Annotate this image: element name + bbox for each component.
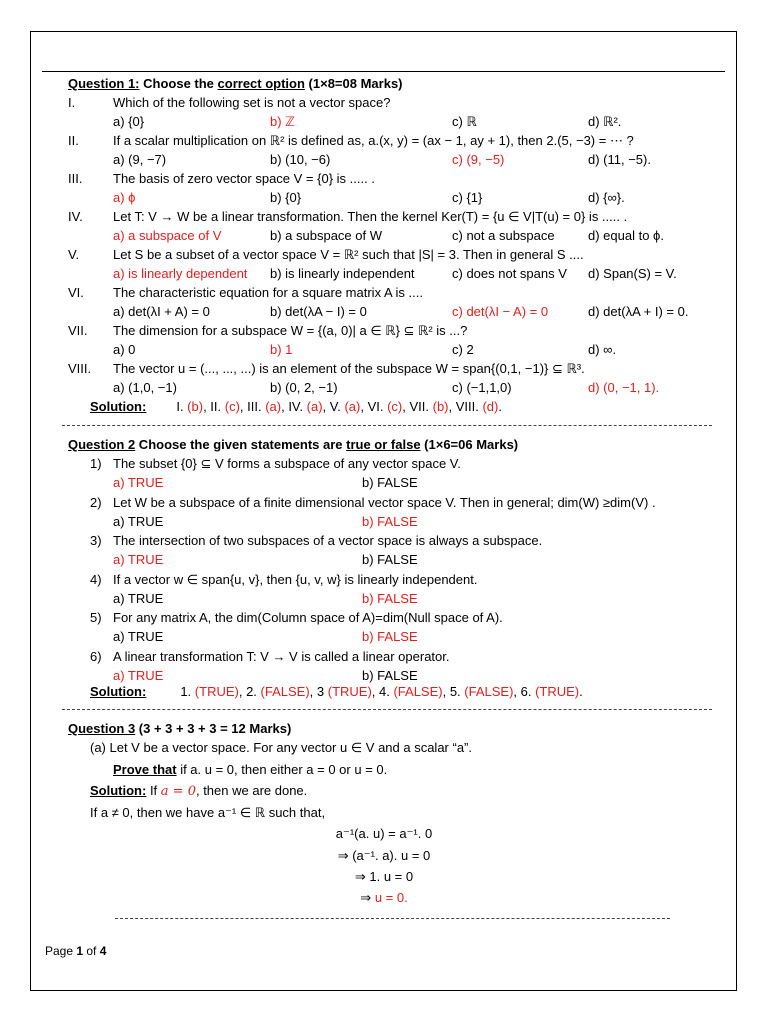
- page-footer: Page 1 of 4: [45, 944, 107, 958]
- q2-item-number: 5): [90, 610, 102, 625]
- q1-solution-part: (a): [344, 399, 361, 414]
- q3-label: Question 3: [68, 721, 136, 736]
- equation-4: ⇒ u = 0.: [360, 890, 408, 905]
- q1-option: a) 0: [113, 342, 136, 357]
- q1-option: c) det(λI − A) = 0: [452, 304, 549, 319]
- q1-solution-part: , VIII.: [448, 399, 483, 414]
- q1-option: c) (9, −5): [452, 152, 505, 167]
- q2-solution-part: (TRUE): [327, 684, 372, 699]
- q2-option-false: b) FALSE: [362, 590, 418, 606]
- q1-option: c) not a subspace: [452, 228, 555, 243]
- equation-1: a⁻¹(a. u) = a⁻¹. 0: [335, 826, 433, 841]
- q1-option: d) Span(S) = V.: [588, 266, 677, 281]
- q1-option: b) det(λA − I) = 0: [270, 304, 367, 319]
- q1-option: d) ℝ².: [588, 114, 622, 129]
- q2-item-number: 2): [90, 494, 102, 510]
- q2-item-statement: Let W be a subspace of a finite dimensional vector space V. Then in general; dim(W) ≥dim(V) .: [113, 494, 656, 510]
- q1-option: c) 2: [452, 342, 474, 357]
- q2-solution-part: (TRUE): [194, 684, 239, 699]
- q2-item-number: 1): [90, 456, 102, 471]
- q1-solution-text: [176, 399, 502, 414]
- q1-solution-part: .: [498, 399, 502, 414]
- q1-option: c) {1}: [452, 190, 483, 205]
- q3-prove: Prove that if a. u = 0, then either a = 0 or u = 0.: [113, 762, 388, 777]
- q1-item-number: III.: [68, 171, 83, 186]
- q1-option: d) {∞}.: [588, 190, 625, 205]
- q1-option: a) a subspace of V: [113, 228, 222, 243]
- q3-if-line: If a ≠ 0, then we have a⁻¹ ∈ ℝ such that,: [90, 805, 326, 820]
- q2-option-false: b) FALSE: [362, 667, 418, 683]
- q2-solution-part: (FALSE): [393, 684, 443, 699]
- q2-option-false: b) FALSE: [362, 552, 418, 567]
- q1-item-number: IV.: [68, 209, 83, 224]
- q1-solution-part: (d): [482, 399, 499, 414]
- q1-option: d) ∞.: [588, 342, 617, 357]
- q2-option-true: a) TRUE: [113, 629, 164, 644]
- q1-solution-part: , II.: [203, 399, 225, 414]
- q1-item-number: VIII.: [68, 361, 92, 376]
- q2-option-false: b) FALSE: [362, 629, 418, 644]
- q1-solution-part: , IV.: [281, 399, 307, 414]
- q1-label: Question 1:: [68, 76, 140, 91]
- q1-solution-part: I.: [176, 399, 188, 414]
- q1-item-number: VII.: [68, 323, 88, 338]
- q2-item-statement: The intersection of two subspaces of a vector space is always a subspace.: [113, 533, 543, 548]
- q1-option: d) det(λA + I) = 0.: [588, 304, 689, 319]
- q2-solution-part: , 6.: [513, 684, 536, 699]
- q1-item-question: If a scalar multiplication on ℝ² is defined as, a.(x, y) = (ax − 1, ay + 1), then 2.(5, −3) = ⋯ ?: [113, 133, 634, 148]
- q1-solution-part: (c): [387, 399, 403, 414]
- q2-option-true: a) TRUE: [113, 475, 164, 490]
- q2-solution-part: .: [579, 684, 583, 699]
- q1-option: a) det(λI + A) = 0: [113, 304, 210, 319]
- divider: [62, 709, 712, 710]
- q1-solution-part: (b): [187, 399, 204, 414]
- q1-item-question: Which of the following set is not a vector space?: [113, 95, 391, 110]
- q1-option: b) 1: [270, 342, 293, 357]
- q1-header: Question 1: Choose the correct option (1×8=08 Marks): [68, 76, 403, 91]
- q1-solution-part: (a): [265, 399, 282, 414]
- q1-option: b) is linearly independent: [270, 266, 415, 281]
- q2-solution-part: (TRUE): [535, 684, 580, 699]
- q1-option: b) (10, −6): [270, 152, 331, 167]
- q2-item-number: 6): [90, 648, 102, 664]
- q2-item-statement: A linear transformation T: V → V is called a linear operator.: [113, 648, 450, 664]
- q3-solution: Solution: If a = 0, then we are done.: [90, 783, 308, 799]
- q2-item-statement: For any matrix A, the dim(Column space of A)=dim(Null space of A).: [113, 610, 503, 625]
- q1-option: a) {0}: [113, 114, 145, 129]
- q1-solution: Solution: I. (b), II. (c), III. (a), IV. (a), V. (a), VI. (c), VII. (b), VIII. (d).: [90, 399, 502, 414]
- q2-option-true: a) TRUE: [113, 513, 164, 529]
- q2-solution-part: , 3: [309, 684, 328, 699]
- q1-option: b) {0}: [270, 190, 302, 205]
- q1-option: c) does not spans V: [452, 266, 567, 281]
- q1-item-question: The basis of zero vector space V = {0} is ..... .: [113, 171, 375, 186]
- q1-item-number: II.: [68, 133, 79, 148]
- q1-option: a) (1,0, −1): [113, 380, 177, 395]
- q2-solution-part: , 5.: [442, 684, 465, 699]
- q2-solution-part: , 2.: [238, 684, 261, 699]
- q1-solution-part: , III.: [239, 399, 266, 414]
- q1-option: c) ℝ: [452, 114, 477, 129]
- q1-item-question: Let S be a subset of a vector space V = ℝ² such that |S| = 3. Then in general S ....: [113, 247, 584, 262]
- q1-item-number: VI.: [68, 285, 84, 300]
- q1-option: a) ϕ: [113, 190, 136, 205]
- q2-solution-part: (FALSE): [464, 684, 514, 699]
- q2-header: Question 2 Choose the given statements are true or false (1×6=06 Marks): [68, 437, 519, 452]
- q2-solution-part: (FALSE): [260, 684, 310, 699]
- q1-option: a) is linearly dependent: [113, 266, 248, 281]
- q2-option-true: a) TRUE: [113, 667, 164, 683]
- q1-option: c) (−1,1,0): [452, 380, 512, 395]
- q1-option: b) a subspace of W: [270, 228, 382, 243]
- q1-option: d) (11, −5).: [588, 152, 651, 167]
- q2-option-true: a) TRUE: [113, 552, 164, 567]
- q1-option: b) (0, 2, −1): [270, 380, 338, 395]
- q2-label: Question 2: [68, 437, 136, 452]
- equation-2: ⇒ (a⁻¹. a). u = 0: [337, 848, 431, 863]
- q2-solution-part: 1.: [180, 684, 195, 699]
- q2-item-statement: If a vector w ∈ span{u, v}, then {u, v, w} is linearly independent.: [113, 571, 478, 587]
- q2-option-true: a) TRUE: [113, 590, 164, 606]
- q1-option: a) (9, −7): [113, 152, 167, 167]
- q2-item-number: 3): [90, 533, 102, 548]
- equation-3: ⇒ 1. u = 0: [354, 869, 414, 884]
- divider: [115, 918, 670, 919]
- q1-solution-part: , VII.: [402, 399, 433, 414]
- q2-item-statement: The subset {0} ⊆ V forms a subspace of any vector space V.: [113, 456, 461, 471]
- q1-item-question: The dimension for a subspace W = {(a, 0)| a ∈ ℝ} ⊆ ℝ² is ...?: [113, 323, 468, 338]
- q2-option-false: b) FALSE: [362, 513, 418, 529]
- q1-item-question: Let T: V → W be a linear transformation. Then the kernel Ker(T) = {u ∈ V|T(u) = 0} is ..... .: [113, 209, 628, 224]
- q1-solution-part: , VI.: [360, 399, 388, 414]
- q2-solution-text: [180, 684, 582, 699]
- q2-option-false: b) FALSE: [362, 475, 418, 490]
- q1-option: b) ℤ: [270, 114, 295, 129]
- q3-part-a: (a) Let V be a vector space. For any vector u ∈ V and a scalar “a”.: [90, 740, 472, 755]
- q1-solution-part: , V.: [322, 399, 345, 414]
- q1-option: d) equal to ϕ.: [588, 228, 664, 243]
- q2-solution-part: , 4.: [371, 684, 394, 699]
- header-rule: [42, 71, 725, 72]
- q3-header: Question 3 (3 + 3 + 3 + 3 = 12 Marks): [68, 721, 292, 736]
- q1-solution-part: (a): [306, 399, 323, 414]
- q1-item-question: The characteristic equation for a square matrix A is ....: [113, 285, 423, 300]
- q2-item-number: 4): [90, 571, 102, 587]
- q1-item-question: The vector u = (..., ..., ...) is an element of the subspace W = span{(0,1, −1)} ⊆ ℝ³.: [113, 361, 585, 376]
- q2-solution: Solution: 1. (TRUE), 2. (FALSE), 3 (TRUE), 4. (FALSE), 5. (FALSE), 6. (TRUE).: [90, 684, 583, 699]
- q1-item-number: V.: [68, 247, 80, 262]
- q1-item-number: I.: [68, 95, 76, 110]
- q1-solution-part: (c): [224, 399, 240, 414]
- divider: [62, 425, 712, 426]
- q1-option: d) (0, −1, 1).: [588, 380, 660, 395]
- q1-solution-part: (b): [432, 399, 449, 414]
